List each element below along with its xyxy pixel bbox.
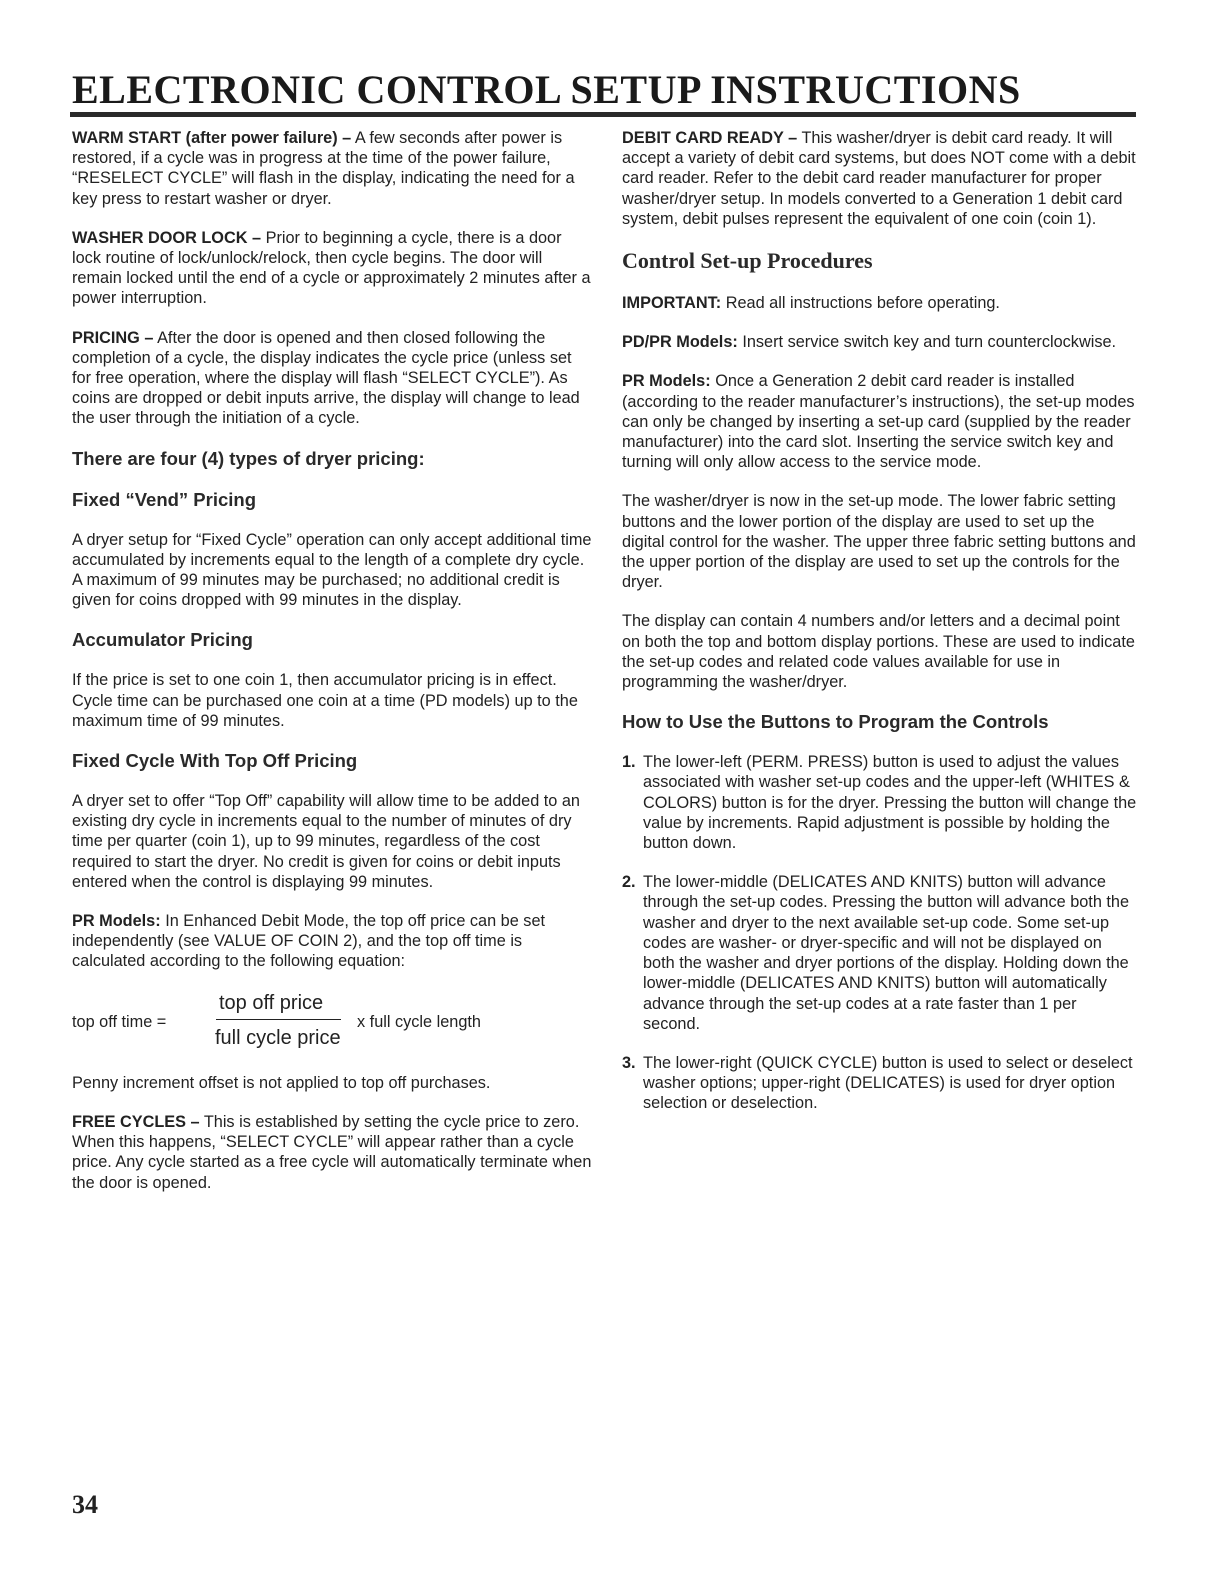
topoff-text: A dryer set to offer “Top Off” capability will allow time to be added to an existing dry cycle in increments equal to the number of minutes of dry time per quarter (coin 1), up to 99 minutes, regardless of the cost required to start the dryer. No credit is given for coins or debit inputs entered when the control is displaying 99 minutes. [72,792,580,891]
pr-models-right-paragraph [622,371,1137,472]
topoff-formula [72,991,592,1057]
pricing-paragraph [72,328,592,429]
pdpr-models-paragraph [622,332,1137,352]
step-number: 1. [622,753,636,772]
step-text: The lower-right (QUICK CYCLE) button is used to select or deselect washer options; upper-right (DELICATES) is used for dryer option selection or deselection. [643,1053,1133,1113]
free-cycles-text: This is established by setting the cycle price to zero. When this happens, “SELECT CYCLE” will appear rather than a cycle price. Any cycle started as a free cycle will automatically terminate when the door is opened. [72,1112,592,1192]
free-cycles-lead: FREE CYCLES – [72,1112,200,1131]
buttons-heading: How to Use the Buttons to Program the Controls [622,711,1049,733]
page-title: ELECTRONIC CONTROL SETUP INSTRUCTIONS [72,67,1021,112]
door-lock-lead: WASHER DOOR LOCK – [72,228,262,247]
formula-fraction-bar [216,1019,341,1021]
fixed-vend-heading: Fixed “Vend” Pricing [72,488,257,510]
pdpr-models-lead: PD/PR Models: [622,333,738,352]
formula-lhs: top off time = [72,1012,167,1031]
fixed-vend-text: A dryer setup for “Fixed Cycle” operation can only accept additional time accumulated by increments equal to the length of a complete dry cycle. A maximum of 99 minutes may be purchased; no additional credit is given for coins dropped with 99 minutes in the display. [72,530,592,610]
list-item [622,752,1137,853]
debit-card-paragraph [622,128,1137,229]
title-rule [70,112,1136,117]
important-lead: IMPORTANT: [622,294,722,313]
steps-list [622,752,1137,1113]
debit-card-text: This washer/dryer is debit card ready. It will accept a variety of debit card systems, but does NOT come with a debit card reader. Refer to the debit card reader manufacturer for proper washer/dryer setup. In models converted to a Generation 1 debit card system, debit pulses represent the equivalent of one coin (coin 1). [622,129,1136,228]
door-lock-paragraph [72,228,592,309]
topoff-heading: Fixed Cycle With Top Off Pricing [72,750,358,772]
display-text: The display can contain 4 numbers and/or letters and a decimal point on both the top and bottom display portions. These are used to indicate the set-up codes and related code values available for use in programming the washer/dryer. [622,612,1135,692]
penny-text: Penny increment offset is not applied to top off purchases. [72,1073,491,1092]
pricing-lead: PRICING – [72,328,154,347]
pr-models-right-lead: PR Models: [622,372,711,391]
debit-card-lead: DEBIT CARD READY – [622,129,798,147]
formula-denominator: full cycle price [215,1026,341,1049]
list-item [622,872,1137,1034]
accumulator-heading: Accumulator Pricing [72,629,253,651]
accumulator-text: If the price is set to one coin 1, then accumulator pricing is in effect. Cycle time can be purchased one coin at a time (PD models) up to the maximum time of 99 minutes. [72,671,578,730]
left-column [72,128,592,1212]
door-lock-text: Prior to beginning a cycle, there is a door lock routine of lock/unlock/relock, then cycle begins. The door will remain locked until the end of a cycle or approximately 2 minutes after a power interruption. [72,228,591,308]
pricing-text: After the door is opened and then closed following the completion of a cycle, the display indicates the cycle price (unless set for free operation, where the display will flash “SELECT CYCLE”). As coins are dropped or debit inputs arrive, the display will change to lead the user through the initiation of a cycle. [72,328,580,428]
pr-models-right-text: Once a Generation 2 debit card reader is installed (according to the reader manufacturer’s instructions), the set-up modes can only be changed by inserting a set-up card (supplied by the reader manufacturer) into the card slot. Inserting the service switch key and turning will only allow access to the service mode. [622,372,1135,472]
warm-start-paragraph [72,128,592,209]
setup-mode-text: The washer/dryer is now in the set-up mode. The lower fabric setting buttons and the lower portion of the display are used to set up the digital control for the washer. The upper three fabric setting buttons and the upper portion of the display are used to set up the controls for the dryer. [622,492,1136,592]
step-text: The lower-middle (DELICATES AND KNITS) button will advance through the set-up codes. Pressing the button will advance both the washer and dryer to the next available set-up code. Some set-up codes are washer- or dryer-specific and will not be displayed on both the washer and dryer portions of the display. Holding down the lower-middle (DELICATES AND KNITS) button will automatically advance through the set-up codes at a rate faster than 1 per second. [643,873,1130,1033]
important-text: Read all instructions before operating. [725,294,1000,313]
list-item [622,1053,1137,1114]
pr-models-paragraph [72,911,592,972]
pr-models-text: In Enhanced Debit Mode, the top off price can be set independently (see VALUE OF COIN 2), and the top off time is calculated according to the following equation: [72,912,546,971]
page-number: 34 [72,1490,98,1519]
free-cycles-paragraph [72,1112,592,1193]
pr-models-lead: PR Models: [72,912,161,931]
procedures-heading: Control Set-up Procedures [622,248,873,274]
step-text: The lower-left (PERM. PRESS) button is used to adjust the values associated with washer set-up codes and the upper-left (WHITES & COLORS) button is for the dryer. Pressing the button will change the value by increments. Rapid adjustment is possible by holding the button down. [643,753,1137,853]
four-types-heading: There are four (4) types of dryer pricing: [72,447,425,469]
right-column [622,128,1137,1133]
formula-numerator: top off price [219,991,324,1014]
step-number: 3. [622,1053,636,1072]
warm-start-lead: WARM START (after power failure) – [72,129,352,147]
pdpr-models-text: Insert service switch key and turn counterclockwise. [742,333,1117,352]
step-number: 2. [622,873,636,892]
warm-start-text: A few seconds after power is restored, if a cycle was in progress at the time of the power failure, “RESELECT CYCLE” will flash in the display, indicating the need for a key press to restart washer or dryer. [72,129,575,208]
formula-rhs: x full cycle length [357,1012,481,1031]
important-paragraph [622,293,1137,313]
